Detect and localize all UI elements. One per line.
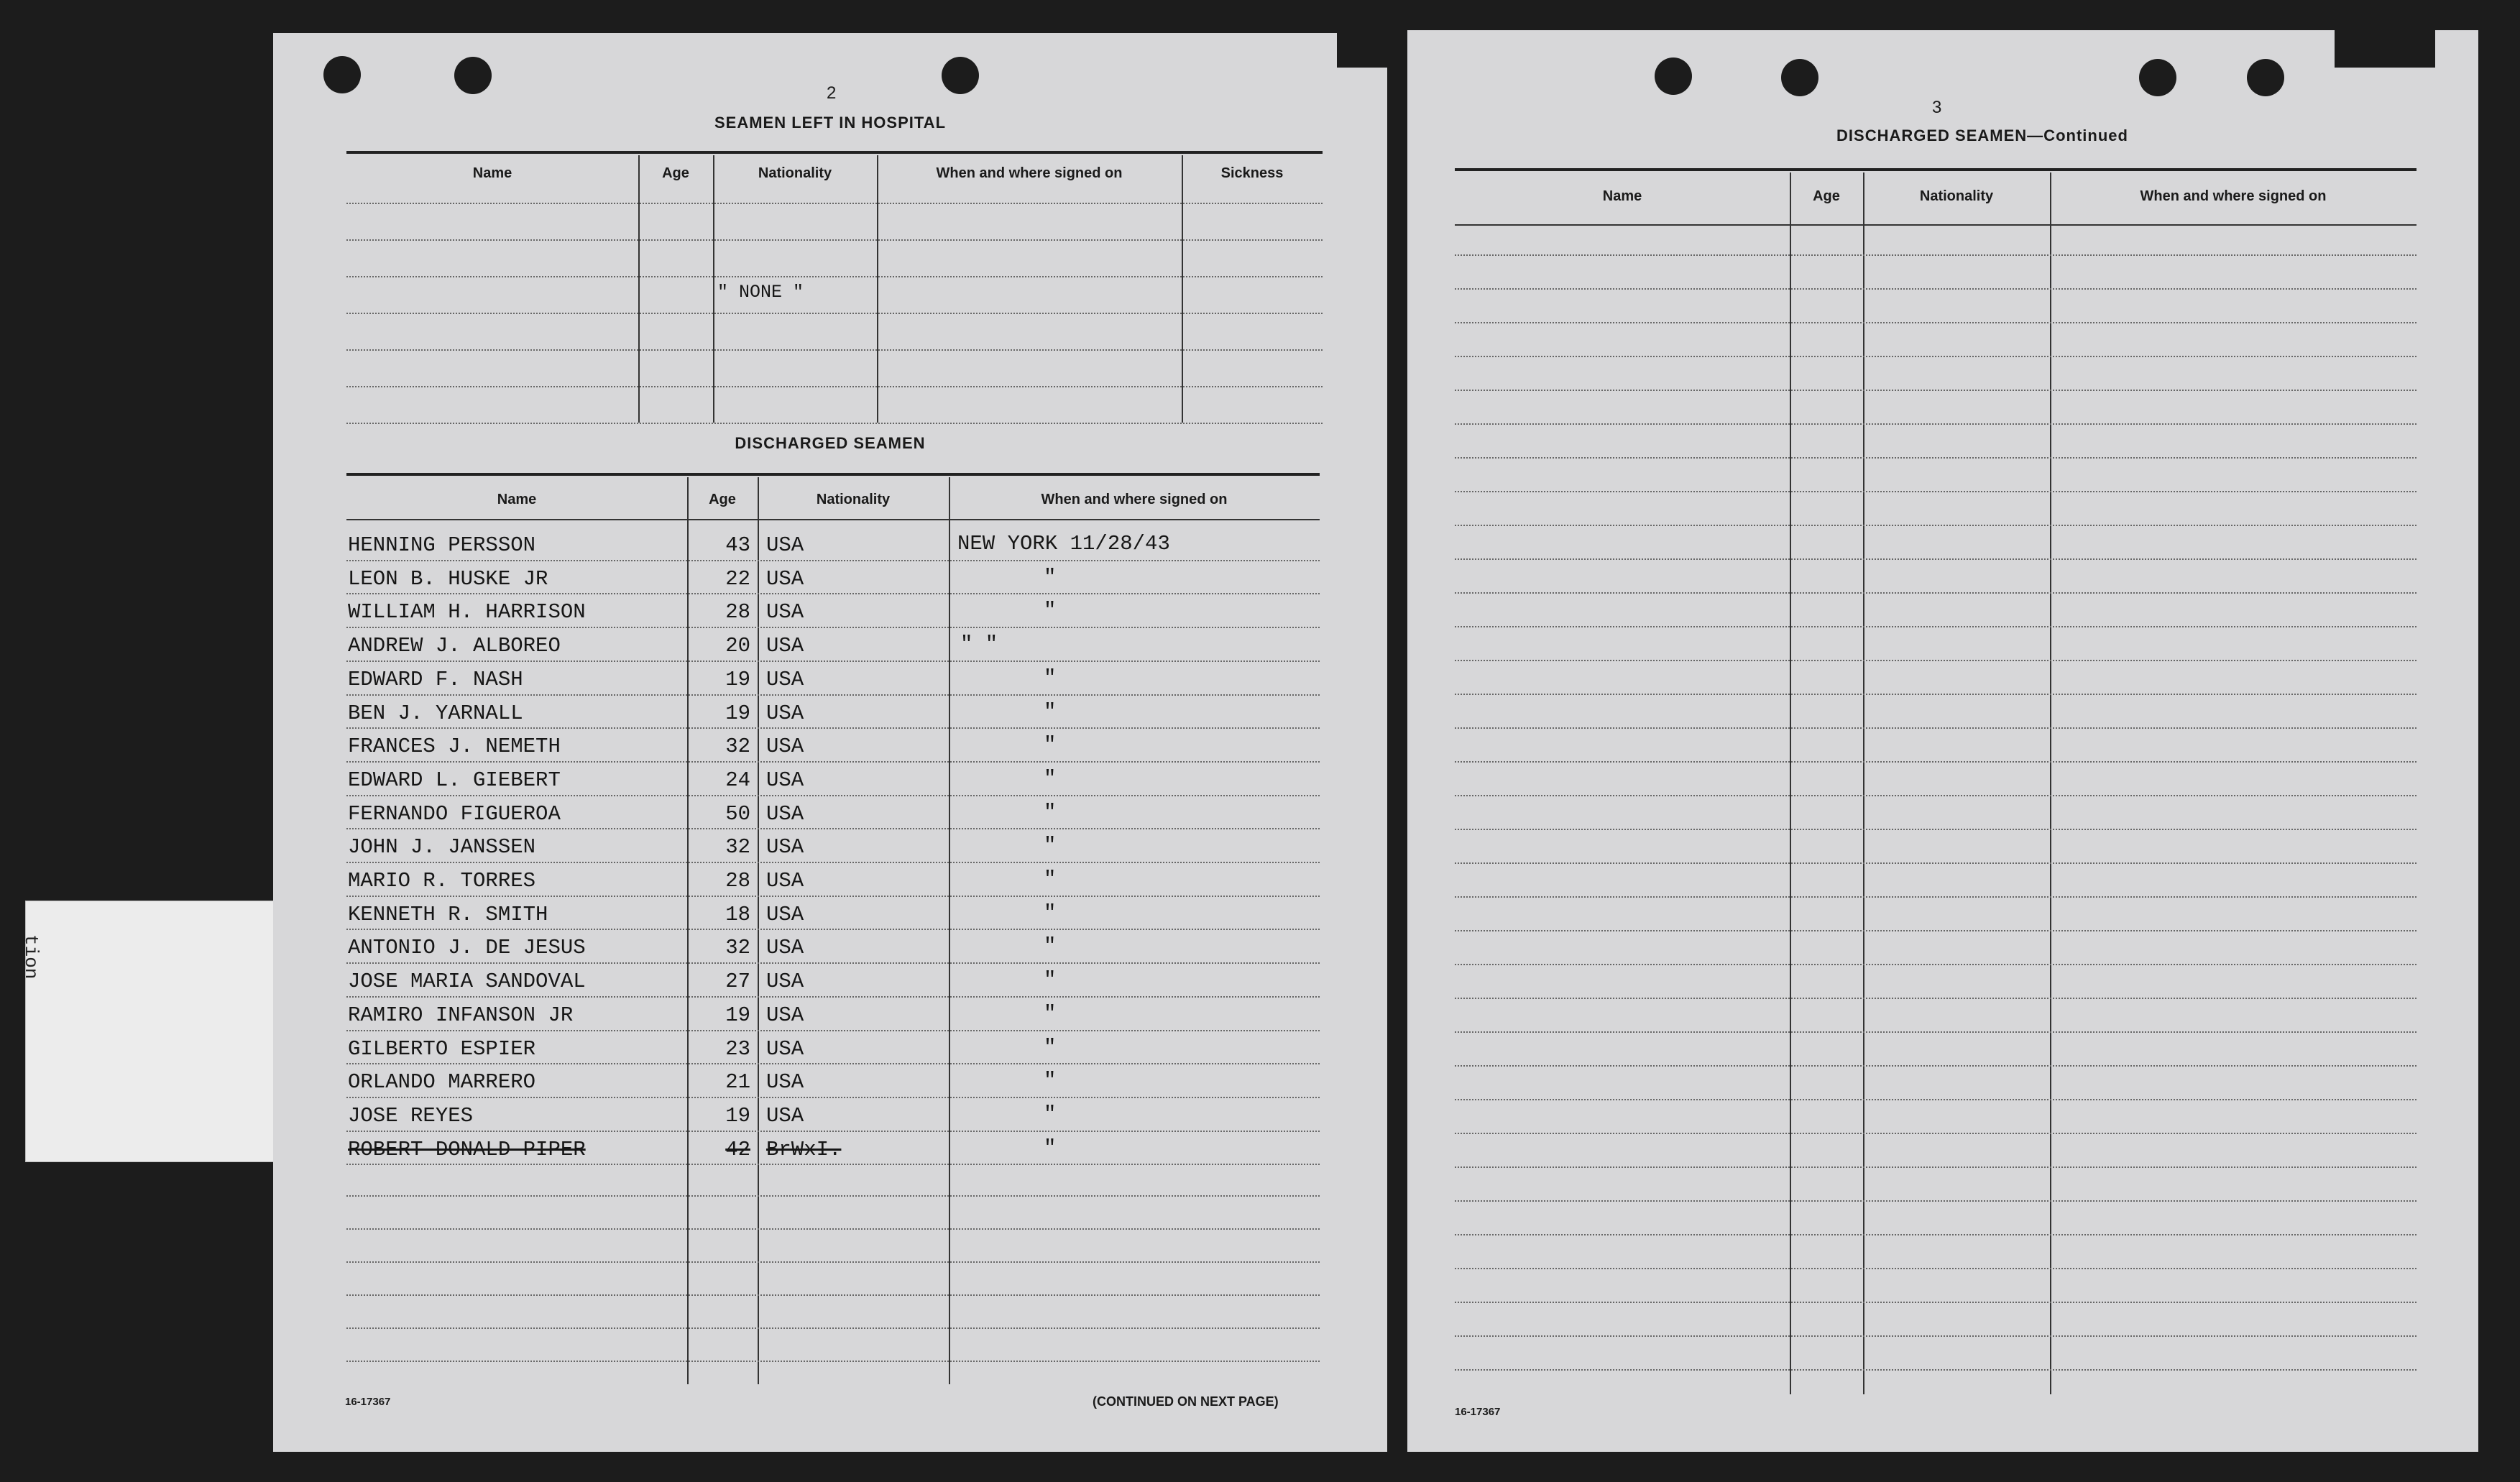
row-rule	[346, 1261, 1320, 1263]
seaman-nationality: USA	[766, 600, 804, 625]
discharged-col-header: Name	[497, 492, 537, 507]
row-rule	[346, 1361, 1320, 1362]
seaman-signed-on: "	[1044, 968, 1057, 993]
seaman-age: 28	[725, 600, 750, 625]
row-rule	[346, 349, 1323, 351]
seaman-nationality: USA	[766, 667, 804, 691]
seaman-nationality: USA	[766, 768, 804, 792]
row-rule	[346, 560, 1320, 561]
seaman-signed-on: "	[1044, 1001, 1057, 1026]
seaman-age: 32	[725, 835, 750, 860]
row-rule	[346, 593, 1320, 594]
row-rule	[346, 694, 1320, 696]
row-rule	[1455, 592, 2416, 594]
seaman-signed-on: "	[1044, 1035, 1057, 1059]
row-rule	[346, 313, 1323, 314]
row-rule	[346, 1063, 1320, 1064]
margin-slip	[25, 901, 282, 1162]
row-rule	[346, 239, 1323, 241]
seaman-nationality: USA	[766, 970, 804, 994]
seaman-age: 21	[725, 1070, 750, 1095]
row-rule	[1455, 1133, 2416, 1134]
row-rule	[346, 276, 1323, 277]
seaman-nationality: USA	[766, 801, 804, 826]
column-divider	[638, 155, 640, 423]
row-rule	[1455, 660, 2416, 661]
seaman-nationality: USA	[766, 1003, 804, 1027]
seaman-nationality: USA	[766, 1103, 804, 1128]
seaman-nationality: USA	[766, 735, 804, 759]
seaman-name: EDWARD L. GIEBERT	[348, 768, 561, 792]
row-rule	[1455, 390, 2416, 391]
seaman-nationality: BrWxI.	[766, 1137, 842, 1161]
punch-hole	[454, 57, 492, 94]
seaman-age: 22	[725, 566, 750, 591]
row-rule	[346, 627, 1320, 628]
punch-hole	[2247, 59, 2284, 96]
row-rule	[1455, 1268, 2416, 1269]
seaman-name: KENNETH R. SMITH	[348, 902, 548, 926]
form-number: 16-17367	[345, 1396, 391, 1408]
hospital-col-header: Sickness	[1220, 165, 1284, 181]
row-rule	[1455, 322, 2416, 323]
seaman-age: 23	[725, 1036, 750, 1061]
seaman-name: JOSE REYES	[348, 1103, 474, 1128]
right-col-header: Nationality	[1919, 188, 1994, 204]
row-rule	[346, 727, 1320, 729]
row-rule	[346, 1097, 1320, 1098]
punch-hole	[1655, 57, 1692, 95]
seaman-signed-on: "	[1044, 934, 1057, 959]
row-rule	[1455, 1200, 2416, 1202]
row-rule	[1455, 525, 2416, 526]
seaman-name: JOSE MARIA SANDOVAL	[348, 970, 586, 994]
row-rule	[346, 203, 1323, 204]
row-rule	[1455, 288, 2416, 290]
seaman-name: GILBERTO ESPIER	[348, 1036, 536, 1061]
seaman-nationality: USA	[766, 869, 804, 893]
table-top-rule	[346, 151, 1323, 154]
seaman-name: ANDREW J. ALBOREO	[348, 634, 561, 658]
seaman-nationality: USA	[766, 902, 804, 926]
form-number: 16-17367	[1455, 1406, 1501, 1418]
seaman-signed-on: "	[1044, 1069, 1057, 1093]
row-rule	[1455, 1166, 2416, 1168]
row-rule	[1455, 829, 2416, 830]
seaman-name: BEN J. YARNALL	[348, 701, 523, 725]
seaman-age: 43	[725, 533, 750, 557]
page-number: 3	[1932, 98, 1942, 117]
seaman-signed-on: "	[1044, 733, 1057, 758]
seaman-nationality: USA	[766, 566, 804, 591]
row-rule	[1455, 1302, 2416, 1303]
row-rule	[346, 962, 1320, 964]
row-rule	[1455, 727, 2416, 729]
seaman-age: 28	[725, 869, 750, 893]
row-rule	[1455, 457, 2416, 459]
seaman-age: 32	[725, 735, 750, 759]
seaman-age: 19	[725, 667, 750, 691]
seaman-name: ORLANDO MARRERO	[348, 1070, 536, 1095]
hospital-col-header: When and where signed on	[936, 165, 1123, 181]
seaman-signed-on: "	[1044, 699, 1057, 724]
punch-hole	[323, 56, 361, 93]
row-rule	[1455, 930, 2416, 931]
row-rule	[1455, 423, 2416, 425]
seaman-signed-on: " "	[960, 632, 998, 657]
seaman-name: FRANCES J. NEMETH	[348, 735, 561, 759]
table-top-rule	[346, 473, 1320, 476]
row-rule	[346, 1030, 1320, 1031]
row-rule	[1455, 491, 2416, 492]
seaman-nationality: USA	[766, 701, 804, 725]
seaman-signed-on: "	[1044, 1136, 1057, 1160]
row-rule	[346, 996, 1320, 998]
punch-hole	[1781, 59, 1818, 96]
row-rule	[346, 1195, 1320, 1197]
hospital-col-header: Age	[662, 165, 689, 181]
table-top-rule	[1455, 168, 2416, 171]
seaman-signed-on: "	[1044, 800, 1057, 824]
discharged-col-header: Age	[709, 492, 736, 507]
seaman-signed-on: "	[1044, 1102, 1057, 1126]
seaman-nationality: USA	[766, 1036, 804, 1061]
seaman-name: EDWARD F. NASH	[348, 667, 523, 691]
corner-notch	[1337, 33, 1387, 68]
seaman-nationality: USA	[766, 634, 804, 658]
punch-hole	[942, 57, 979, 94]
seaman-nationality: USA	[766, 835, 804, 860]
row-rule	[1455, 998, 2416, 999]
seaman-signed-on: "	[1044, 599, 1057, 623]
seaman-name: HENNING PERSSON	[348, 533, 536, 557]
row-rule	[1455, 1234, 2416, 1235]
seaman-age: 20	[725, 634, 750, 658]
row-rule	[1455, 694, 2416, 695]
row-rule	[1455, 558, 2416, 560]
left-page	[273, 33, 1387, 1452]
seaman-signed-on: "	[1044, 565, 1057, 589]
hospital-section-title: SEAMEN LEFT IN HOSPITAL	[714, 114, 947, 132]
seaman-age: 27	[725, 970, 750, 994]
row-rule	[346, 1131, 1320, 1132]
seaman-signed-on: NEW YORK 11/28/43	[957, 532, 1170, 556]
discharged-col-header: When and where signed on	[1041, 492, 1228, 507]
margin-slip-text: tion	[20, 934, 42, 980]
row-rule	[346, 423, 1323, 424]
hospital-col-header: Nationality	[758, 165, 832, 181]
row-rule	[346, 661, 1320, 662]
right-page	[1407, 30, 2478, 1452]
right-col-header: Name	[1602, 188, 1642, 204]
seaman-age: 24	[725, 768, 750, 792]
seaman-age: 19	[725, 701, 750, 725]
row-rule	[346, 1164, 1320, 1165]
row-rule	[1455, 795, 2416, 796]
table-row	[346, 1100, 1320, 1133]
seaman-name: JOHN J. JANSSEN	[348, 835, 536, 860]
punch-hole	[2139, 59, 2176, 96]
seaman-age: 42	[725, 1137, 750, 1161]
seaman-nationality: USA	[766, 1070, 804, 1095]
seaman-name: LEON B. HUSKE JR	[348, 566, 548, 591]
row-rule	[1455, 626, 2416, 627]
row-rule	[346, 1294, 1320, 1296]
row-rule	[346, 795, 1320, 796]
seaman-name: FERNANDO FIGUEROA	[348, 801, 561, 826]
row-rule	[1455, 896, 2416, 898]
right-section-title: DISCHARGED SEAMEN—Continued	[1836, 126, 2128, 144]
column-divider	[877, 155, 878, 423]
discharged-section-title: DISCHARGED SEAMEN	[735, 434, 926, 452]
row-rule	[346, 862, 1320, 863]
page-number: 2	[827, 83, 837, 103]
row-rule	[1455, 1065, 2416, 1067]
column-divider	[1182, 155, 1183, 423]
header-bottom-rule	[346, 519, 1320, 520]
discharged-col-header: Nationality	[816, 492, 891, 507]
row-rule	[1455, 761, 2416, 763]
seaman-age: 18	[725, 902, 750, 926]
seaman-age: 19	[725, 1003, 750, 1027]
seaman-name: ROBERT DONALD PIPER	[348, 1137, 586, 1161]
row-rule	[346, 386, 1323, 387]
hospital-none-entry: " NONE "	[717, 282, 804, 303]
row-rule	[346, 896, 1320, 897]
row-rule	[346, 1327, 1320, 1329]
seaman-name: MARIO R. TORRES	[348, 869, 536, 893]
row-rule	[1455, 1099, 2416, 1100]
seaman-signed-on: "	[1044, 867, 1057, 891]
seaman-signed-on: "	[1044, 766, 1057, 791]
row-rule	[346, 929, 1320, 930]
seaman-age: 50	[725, 801, 750, 826]
row-rule	[1455, 1335, 2416, 1337]
continued-note: (CONTINUED ON NEXT PAGE)	[1093, 1394, 1279, 1409]
column-divider	[713, 155, 714, 423]
seaman-signed-on: "	[1044, 901, 1057, 925]
seaman-signed-on: "	[1044, 834, 1057, 858]
seaman-name: RAMIRO INFANSON JR	[348, 1003, 574, 1027]
row-rule	[346, 1228, 1320, 1230]
row-rule	[1455, 964, 2416, 965]
hospital-col-header: Name	[472, 165, 512, 181]
seaman-nationality: USA	[766, 936, 804, 960]
row-rule	[1455, 1369, 2416, 1371]
row-rule	[1455, 356, 2416, 357]
right-col-header: When and where signed on	[2140, 188, 2327, 204]
seaman-name: ANTONIO J. DE JESUS	[348, 936, 586, 960]
seaman-nationality: USA	[766, 533, 804, 557]
row-rule	[346, 828, 1320, 829]
right-col-header: Age	[1813, 188, 1840, 204]
row-rule	[1455, 862, 2416, 864]
row-rule	[346, 761, 1320, 763]
seaman-signed-on: "	[1044, 666, 1057, 690]
seaman-age: 32	[725, 936, 750, 960]
row-rule	[1455, 254, 2416, 256]
seaman-name: WILLIAM H. HARRISON	[348, 600, 586, 625]
seaman-age: 19	[725, 1103, 750, 1128]
corner-notch	[2335, 30, 2435, 68]
header-bottom-rule	[1455, 224, 2416, 226]
row-rule	[1455, 1031, 2416, 1033]
